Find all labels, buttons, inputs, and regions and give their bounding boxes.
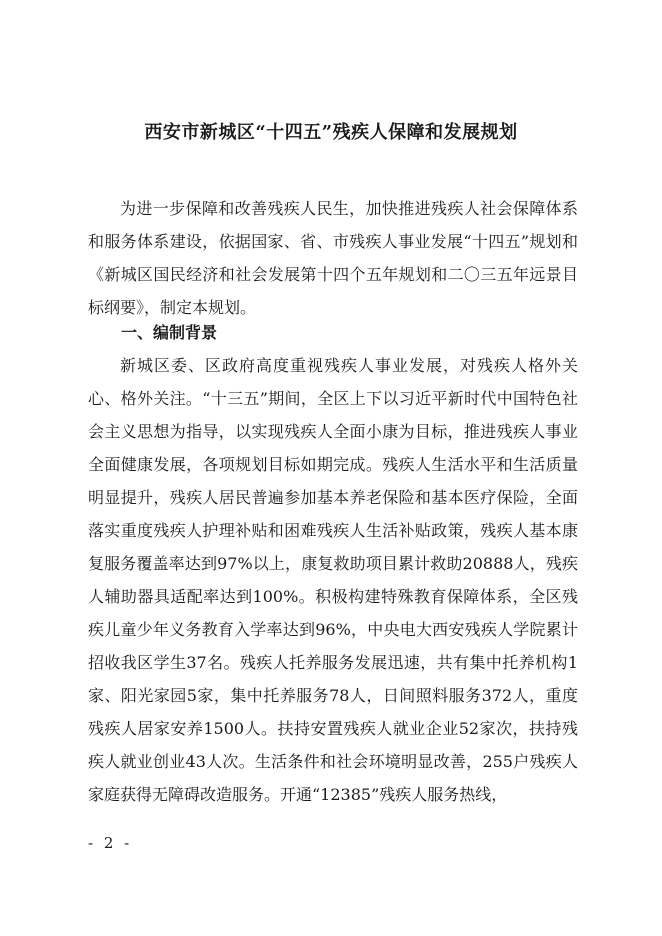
document-title: 西安市新城区“十四五”残疾人保障和发展规划 bbox=[144, 122, 518, 143]
intro-paragraph: 为进一步保障和改善残疾人民生，加快推进残疾人社会保障体系和服务体系建设，依据国家、省、市残疾人事业发展“十四五”规划和《新城区国民经济和社会发展第十四个五年规划和二〇三五年远景目标纲要》，制定本规划。 bbox=[88, 199, 578, 317]
page-number: - 2 - bbox=[88, 834, 133, 852]
background-paragraph: 新城区委、区政府高度重视残疾人事业发展，对残疾人格外关心、格外关注。“十三五”期间，全区上下以习近平新时代中国特色社会主义思想为指导，以实现残疾人全面小康为目标，推进残疾人事业全面健康发展，各项规划目标如期完成。残疾人生活水平和生活质量明显提升，残疾人居民普遍参加基本养老保险和基本医疗保险，全面落实重度残疾人护理补贴和困难残疾人生活补贴政策，残疾人基本康复服务覆盖率达到97%以上，康复救助项目累计救助20888人，残疾人辅助器具适配率达到100%。积极构建特殊教育保障体系，全区残疾儿童少年义务教育入学率达到96%，中央电大西安残疾人学院累计招收我区学生37名。残疾人托养服务发展迅速，共有集中托养机构1家、阳光家园5家，集中托养服务78人，日间照料服务372人，重度残疾人居家安养1500人。扶持安置残疾人就业企业52家次，扶持残疾人就业创业43人次。生活条件和社会环境明显改善，255户残疾人家庭获得无障碍改造服务。开通“12385”残疾人服务热线， bbox=[88, 356, 578, 804]
section-heading: 一、编制背景 bbox=[121, 323, 218, 342]
